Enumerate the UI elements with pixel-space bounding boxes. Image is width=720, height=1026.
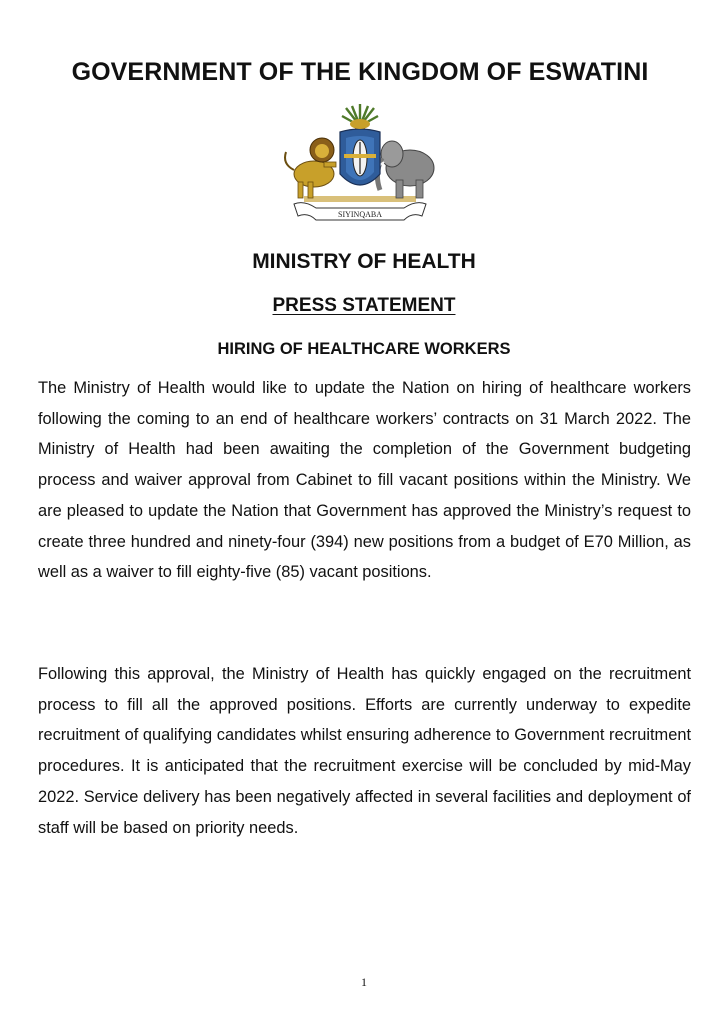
body-paragraph-2: Following this approval, the Ministry of Health has quickly engaged on the recruitment process to fill all the approved positions. Efforts are currently underway to expedite recruitment of qualifying candidates whilst ensuring adherence to Government recruitment procedures. It is anticipated that the recruitment exercise will be concluded by mid-May 2022. Service delivery has been negatively affected in several facilities and deployment of staff will be based on priority needs.: [38, 665, 691, 837]
statement-subject: HIRING OF HEALTHCARE WORKERS: [217, 340, 511, 358]
lion-icon: [285, 138, 336, 198]
government-title: GOVERNMENT OF THE KINGDOM OF ESWATINI: [71, 58, 649, 86]
elephant-icon: [376, 141, 434, 198]
coat-of-arms-icon: [264, 104, 456, 236]
ministry-name: MINISTRY OF HEALTH: [252, 250, 476, 273]
page-number: 1: [361, 975, 367, 989]
plume-icon: [342, 104, 378, 129]
document-type: [0, 295, 720, 317]
shield-icon: [340, 124, 380, 185]
body-paragraph-1: The Ministry of Health would like to update the Nation on hiring of healthcare workers following the coming to an end of healthcare workers’ contracts on 31 March 2022. The Ministry of Health had been awaiting the completion of the Government budgeting process and waiver approval from Cabinet to fill vacant positions within the Ministry. We are pleased to update the Nation that Government has approved the Ministry’s request to create three hundred and ninety-four (394) new positions from a budget of E70 Million, as well as a waiver to fill eighty-five (85) vacant positions.: [38, 379, 691, 582]
document-type-label: PRESS STATEMENT: [272, 295, 456, 316]
motto-text: SIYINQABA: [338, 210, 382, 219]
